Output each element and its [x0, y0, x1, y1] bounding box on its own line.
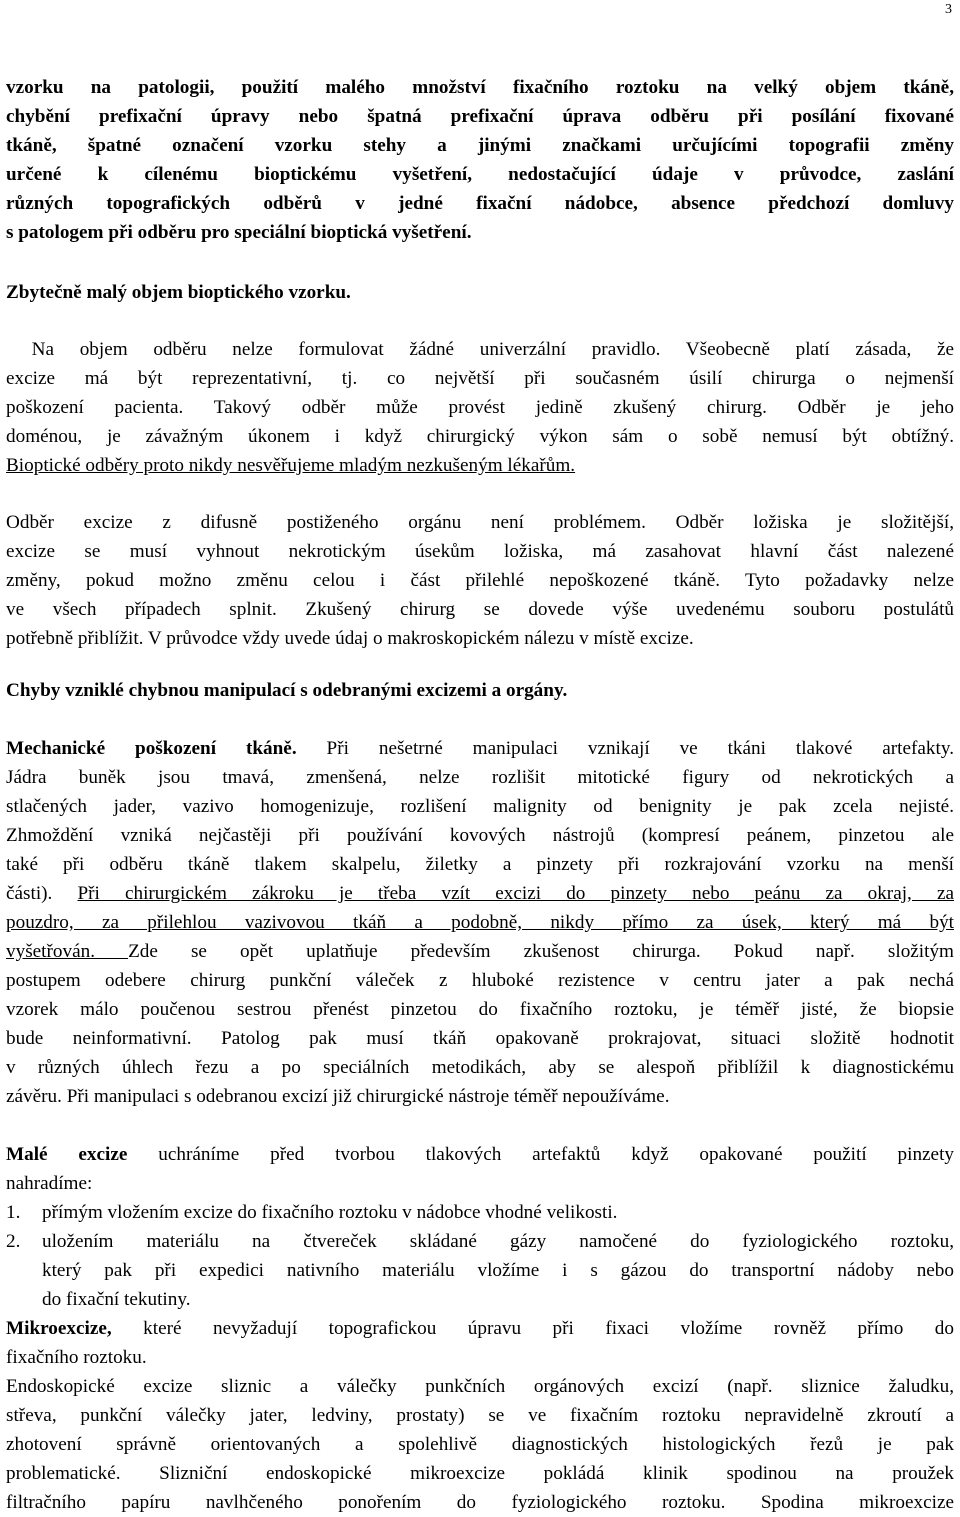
text-line — [6, 734, 954, 763]
text-line: doménou, je závažným úkonem i když chirurgický výkon sám o sobě nemusí být obtížný. — [6, 426, 954, 447]
page-number: 3 — [945, 2, 952, 17]
text-line: chybění prefixační úpravy nebo špatná prefixační úprava odběru při posílání fixované — [6, 106, 954, 127]
text-line: změny, pokud možno změnu celou i část přilehlé nepoškozené tkáně. Tyto požadavky nelze — [6, 570, 954, 591]
text-line: střeva, punkční válečky jater, ledviny, prostaty) se ve fixačním roztoku nepravidelně zkroutí a — [6, 1405, 954, 1426]
text-line: fixačního roztoku. — [6, 1347, 147, 1368]
list-number: 1. — [6, 1202, 21, 1223]
text-run: které nevyžadují topografickou úpravu při fixaci vložíme rovněž přímo do — [111, 1318, 954, 1339]
text-line: potřebně přiblížit. V průvodce vždy uvede údaj o makroskopickém nálezu v místě excize. — [6, 628, 694, 649]
text-line: filtračního papíru navlhčeného ponořením do fyziologického roztoku. Spodina mikroexcize — [6, 1492, 954, 1513]
section-heading: Zbytečně malý objem bioptického vzorku. — [6, 282, 351, 303]
list-number: 2. — [6, 1231, 21, 1252]
underlined-text: pouzdro, za přilehlou vazivovou tkáň a podobně, nikdy přímo za úsek, který má být — [6, 912, 954, 933]
text-line: v různých úhlech řezu a po speciálních metodikách, aby se alespoň přiblížil k diagnostickému — [6, 1057, 954, 1078]
text-run: uchráníme před tvorbou tlakových artefaktů když opakované použití pinzety — [127, 1144, 954, 1165]
heading-small-volume — [6, 278, 954, 307]
text-line: excize má být reprezentativní, tj. co největší při současném úsilí chirurga o nejmenší — [6, 368, 954, 389]
paragraph-small-excisions — [6, 1140, 954, 1517]
list-item — [6, 1198, 954, 1227]
bold-term: Malé excize — [6, 1144, 128, 1165]
list-text: do fixační tekutiny. — [42, 1289, 191, 1310]
text-line: nahradíme: — [6, 1173, 93, 1194]
list-item-continuation — [6, 1256, 954, 1285]
text-line: také při odběru tkáně tlakem skalpelu, žiletky a pinzety při rozkrajování vzorku na menší — [6, 854, 954, 875]
text-line: různých topografických odběrů v jedné fixační nádobce, absence předchozí domluvy — [6, 193, 954, 214]
bold-term: Mechanické poškození tkáně. — [6, 738, 297, 759]
text-line: Zhmoždění vzniká nejčastěji při používání kovových nástrojů (kompresí peánem, pinzetou ale — [6, 825, 954, 846]
text-line — [6, 937, 954, 966]
text-line — [6, 879, 954, 908]
list-text: uložením materiálu na čtvereček skládané gázy namočené do fyziologického roztoku, — [42, 1231, 954, 1252]
paragraph-volume — [6, 335, 954, 480]
text-line — [6, 1314, 954, 1343]
text-line: určené k cílenému bioptickému vyšetření, nedostačující údaje v průvodce, zaslání — [6, 164, 954, 185]
paragraph-specimen-errors — [6, 73, 954, 247]
list-item — [6, 1227, 954, 1256]
text-line: závěru. Při manipulaci s odebranou excizí již chirurgické nástroje téměř nepoužíváme. — [6, 1086, 670, 1107]
text-line: problematické. Slizniční endoskopické mikroexcize pokládá klinik spodinou na proužek — [6, 1463, 954, 1484]
text-line: Na objem odběru nelze formulovat žádné univerzální pravidlo. Všeobecně platí zásada, že — [6, 339, 954, 360]
text-line: poškození pacienta. Takový odběr může provést jedině zkušený chirurg. Odběr je jeho — [6, 397, 954, 418]
text-line: Endoskopické excize sliznic a válečky punkčních orgánových excizí (např. sliznice žaludku, — [6, 1376, 954, 1397]
text-run: části). — [6, 883, 78, 904]
section-heading: Chyby vzniklé chybnou manipulací s odebranými excizemi a orgány. — [6, 680, 568, 701]
bold-term: Mikroexcize, — [6, 1318, 112, 1339]
text-line: Jádra buněk jsou tmavá, zmenšená, nelze rozlišit mitotické figury od nekrotických a — [6, 767, 954, 788]
text-line: zhotovení správně orientovaných a spolehlivě diagnostických histologických řezů je pak — [6, 1434, 954, 1455]
text-line — [6, 1140, 954, 1169]
paragraph-mechanical-damage — [6, 734, 954, 1111]
list-item-continuation — [6, 1285, 954, 1314]
text-line: ve všech případech splnit. Zkušený chirurg se dovede výše uvedenému souboru postulátů — [6, 599, 954, 620]
text-line: bude neinformativní. Patolog pak musí tkáň opakovaně prokrajovat, situaci složitě hodnotit — [6, 1028, 954, 1049]
text-line: tkáně, špatné označení vzorku stehy a jinými značkami určujícími topografii změny — [6, 135, 954, 156]
underlined-text: Při chirurgickém zákroku je třeba vzít excizi do pinzety nebo peánu za okraj, za — [77, 883, 954, 904]
text-line: s patologem při odběru pro speciální bioptická vyšetření. — [6, 222, 472, 243]
list-text: přímým vložením excize do fixačního roztoku v nádobce vhodné velikosti. — [42, 1202, 618, 1223]
paragraph-excision — [6, 508, 954, 653]
heading-manipulation-errors — [6, 676, 954, 705]
underlined-sentence: Bioptické odběry proto nikdy nesvěřujeme mladým nezkušeným lékařům. — [6, 455, 576, 476]
list-text: který pak při expedici nativního materiálu vložíme i s gázou do transportní nádoby nebo — [42, 1260, 954, 1281]
text-line: postupem odebere chirurg punkční váleček z hluboké rezistence v centru jater a pak nechá — [6, 970, 954, 991]
text-line: vzorku na patologii, použití malého množství fixačního roztoku na velký objem tkáně, — [6, 77, 954, 98]
text-line: vzorek málo poučenou sestrou přenést pinzetou do fixačního roztoku, je téměř jisté, že biopsie — [6, 999, 954, 1020]
underlined-text: vyšetřován. — [6, 941, 129, 962]
text-line: stlačených jader, vazivo homogenizuje, rozlišení malignity od benignity je pak zcela nejisté. — [6, 796, 954, 817]
text-run: Zde se opět uplatňuje především zkušenost chirurga. Pokud např. složitým — [128, 941, 954, 962]
text-line: Odběr excize z difusně postiženého orgánu není problémem. Odběr ložiska je složitější, — [6, 512, 954, 533]
text-run: Při nešetrné manipulaci vznikají ve tkáni tlakové artefakty. — [296, 738, 954, 759]
text-line: excize se musí vyhnout nekrotickým úsekům ložiska, má zasahovat hlavní část nalezené — [6, 541, 954, 562]
